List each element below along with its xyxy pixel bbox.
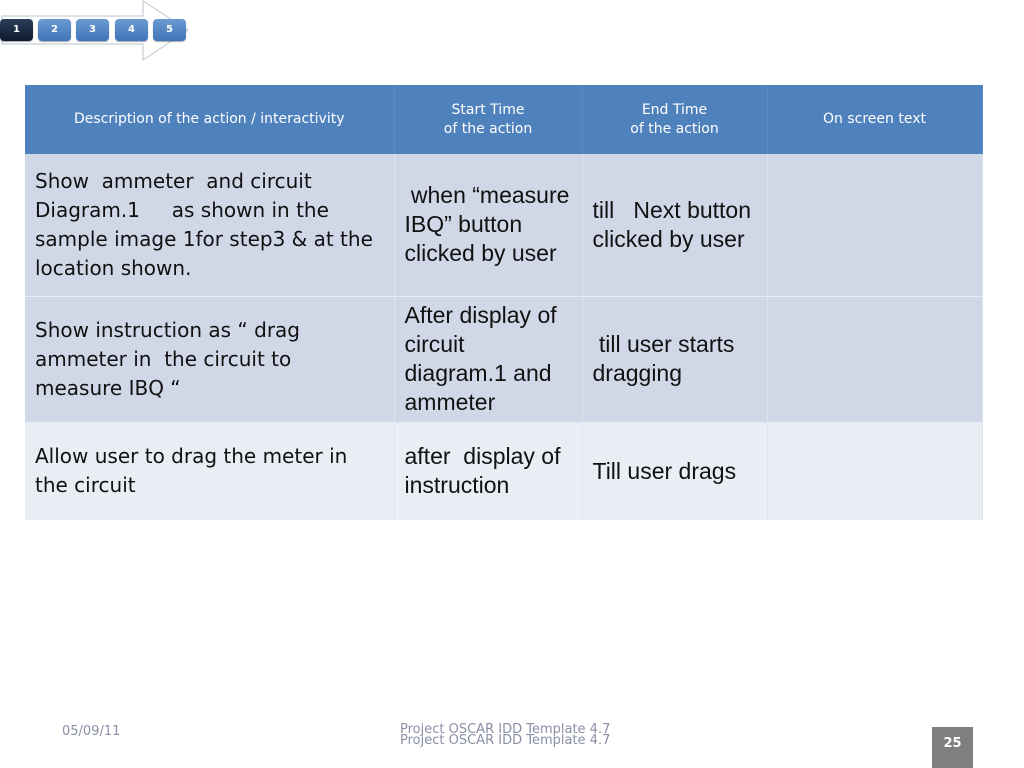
table-row	[25, 154, 982, 296]
cell-start-time: after display of instruction	[394, 422, 582, 520]
header-description: Description of the action / interactivity	[25, 85, 394, 154]
cell-end-time: till Next button clicked by user	[582, 154, 767, 296]
header-end-time: End Time of the action	[582, 85, 767, 154]
cell-end-time: Till user drags	[582, 422, 767, 520]
step-4-button[interactable]: 4	[115, 19, 148, 41]
table-row	[25, 422, 982, 520]
step-2-button[interactable]: 2	[38, 19, 71, 41]
cell-start-time: when “measure IBQ” button clicked by user	[394, 154, 582, 296]
cell-description: Allow user to drag the meter in the circuit	[25, 422, 394, 520]
step-3-button[interactable]: 3	[76, 19, 109, 41]
header-on-screen-text: On screen text	[767, 85, 982, 154]
step-1-button[interactable]: 1	[0, 19, 33, 41]
cell-end-time: till user starts dragging	[582, 296, 767, 422]
cell-description: Show ammeter and circuit Diagram.1 as shown in the sample image 1for step3 & at the location shown.	[25, 154, 394, 296]
page-number: 25	[932, 727, 973, 768]
cell-start-time: After display of circuit diagram.1 and ammeter	[394, 296, 582, 422]
cell-on-screen-text	[767, 154, 982, 296]
table-header-row	[25, 85, 982, 154]
step-navigator	[0, 0, 200, 62]
cell-on-screen-text	[767, 422, 982, 520]
cell-description: Show instruction as “ drag ammeter in the circuit to measure IBQ “	[25, 296, 394, 422]
footer-title	[400, 724, 610, 746]
step-5-button[interactable]: 5	[153, 19, 186, 41]
cell-on-screen-text	[767, 296, 982, 422]
footer-title-line: Project OSCAR IDD Template 4.7	[400, 733, 611, 748]
interactivity-table	[25, 85, 983, 520]
header-start-time: Start Time of the action	[394, 85, 582, 154]
footer-date: 05/09/11	[62, 724, 121, 739]
table-row	[25, 296, 982, 422]
footer-title-line: Project OSCAR IDD Template 4.7	[400, 722, 611, 737]
